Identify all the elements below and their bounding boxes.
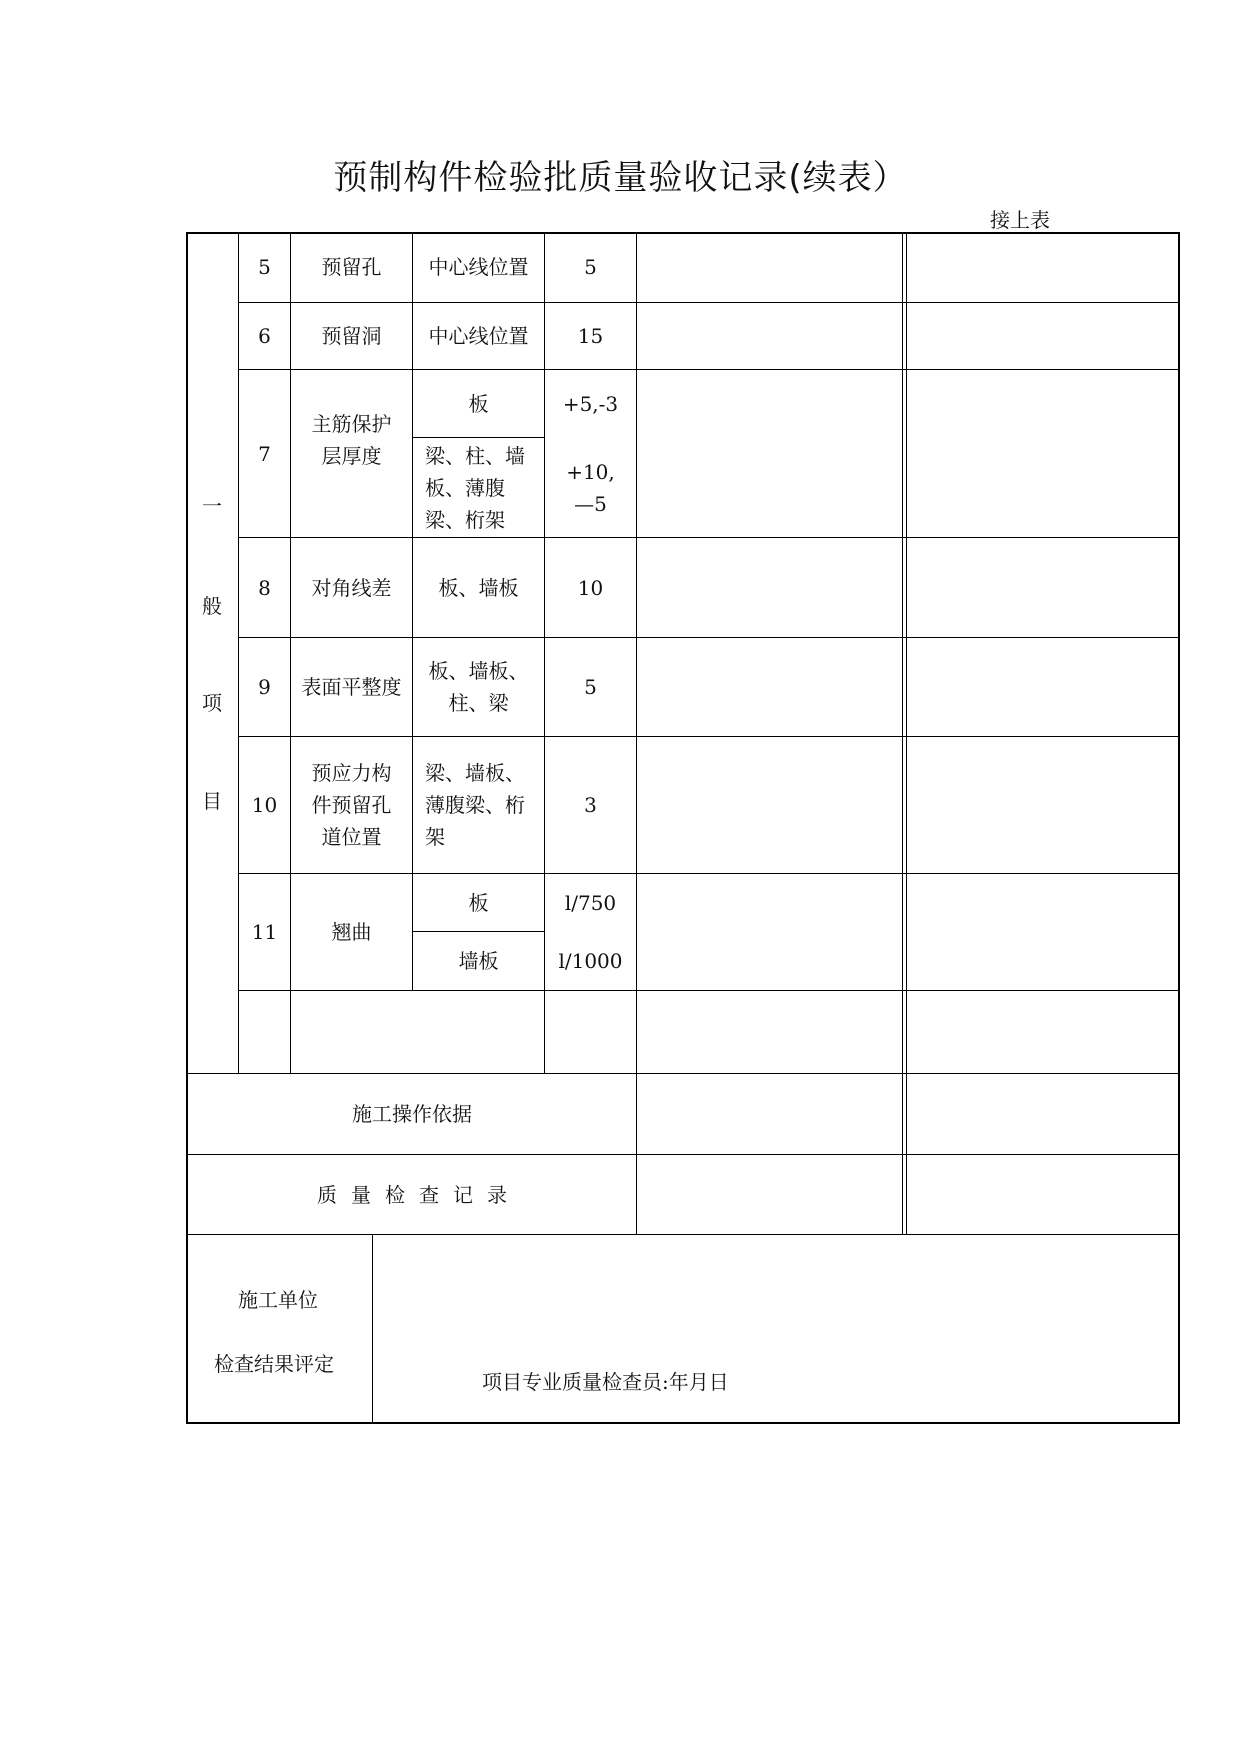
item-name: 预留孔	[321, 255, 382, 279]
row-number: 9	[258, 675, 271, 699]
tolerance-value: l/750	[564, 890, 617, 915]
tolerance-value: 5	[584, 675, 597, 699]
tolerance-value: +10,—5	[566, 459, 615, 516]
spec-name: 中心线位置	[428, 255, 529, 279]
spec-name: 板	[468, 391, 489, 416]
tolerance-value: 3	[584, 793, 597, 817]
spec-name: 板、墙板、柱、梁	[428, 659, 529, 715]
item-name: 预应力构件预留孔道位置	[311, 761, 392, 849]
evaluation-label: 检查结果评定	[214, 1352, 334, 1376]
row-number: 5	[258, 255, 271, 279]
side-label-char: 一	[202, 494, 222, 518]
spec-name: 梁、柱、墙板、薄腹梁、桁架	[425, 443, 525, 532]
spec-name: 梁、墙板、薄腹梁、桁架	[425, 761, 525, 849]
row-number: 7	[258, 441, 271, 466]
spec-name: 板	[468, 890, 489, 915]
item-name: 预留洞	[321, 324, 382, 348]
row-number: 10	[251, 793, 278, 817]
inspector-signature-line: 项目专业质量检查员:年月日	[482, 1370, 729, 1394]
unit-label: 施工单位	[238, 1288, 318, 1312]
side-label-char: 项	[202, 691, 222, 715]
inspection-table	[186, 232, 1180, 1424]
spec-name: 中心线位置	[428, 324, 529, 348]
record-label: 质量检查记录	[317, 1182, 521, 1207]
spec-name: 板、墙板	[438, 575, 519, 600]
item-name: 对角线差	[311, 575, 392, 600]
side-label-char: 目	[202, 789, 222, 813]
tolerance-value: 10	[577, 575, 604, 600]
tolerance-value: +5,-3	[562, 391, 619, 416]
continued-label: 接上表	[990, 208, 1050, 232]
item-name: 表面平整度	[301, 675, 402, 699]
tolerance-value: l/1000	[558, 949, 623, 973]
page-title: 预制构件检验批质量验收记录(续表）	[333, 158, 908, 198]
row-number: 8	[258, 575, 271, 600]
tolerance-value: 5	[584, 255, 597, 279]
item-name: 主筋保护层厚度	[311, 411, 392, 468]
side-label-char: 般	[202, 594, 222, 618]
spec-name: 墙板	[458, 949, 499, 973]
item-name: 翘曲	[331, 920, 372, 944]
tolerance-value: 15	[577, 324, 604, 348]
row-number: 6	[258, 324, 271, 348]
row-number: 11	[251, 920, 278, 944]
basis-label: 施工操作依据	[352, 1102, 472, 1126]
